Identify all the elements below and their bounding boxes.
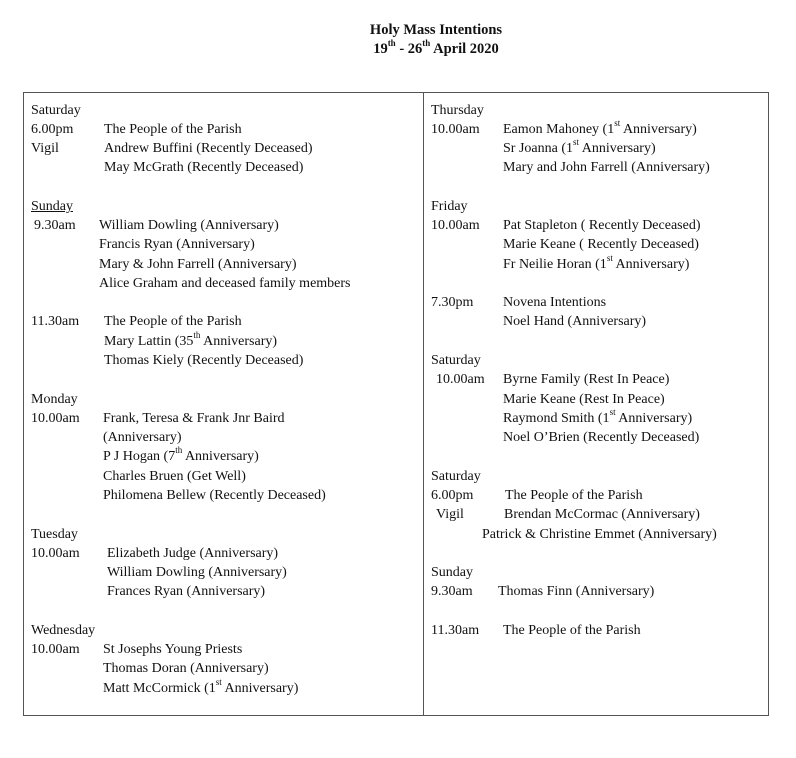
intention: Thomas Kiely (Recently Deceased)	[104, 353, 304, 368]
mass-time: 10.00am	[31, 642, 80, 657]
vigil-label: Vigil	[436, 507, 464, 522]
mass-time: 7.30pm	[431, 295, 474, 310]
intention: The People of the Parish	[104, 122, 242, 137]
intention: Novena Intentions	[503, 295, 607, 310]
intention: Marie Keane ( Recently Deceased)	[503, 237, 699, 252]
mass-time: 10.00am	[31, 411, 80, 426]
intention: (Anniversary)	[103, 430, 182, 445]
vigil-label: Vigil	[31, 141, 59, 156]
mass-time: 11.30am	[31, 314, 80, 329]
mass-time: 10.00am	[436, 372, 485, 387]
date-month-year: April 2020	[430, 41, 499, 57]
mass-time: 9.30am	[34, 218, 76, 233]
intention: Pat Stapleton ( Recently Deceased)	[503, 218, 701, 233]
intention: Alice Graham and deceased family members	[99, 276, 351, 291]
intention: The People of the Parish	[503, 623, 641, 638]
intention: Byrne Family (Rest In Peace)	[503, 372, 670, 387]
day-heading: Saturday	[31, 103, 81, 118]
day-heading: Tuesday	[31, 527, 78, 542]
intention: Marie Keane (Rest In Peace)	[503, 392, 665, 407]
day-heading: Friday	[431, 199, 468, 214]
mass-time: 10.00am	[431, 218, 480, 233]
day-heading: Saturday	[431, 353, 481, 368]
mass-time: 11.30am	[431, 623, 480, 638]
intention: William Dowling (Anniversary)	[99, 218, 279, 233]
intention: Brendan McCormac (Anniversary)	[504, 507, 700, 522]
date-start-suffix: th	[387, 38, 396, 49]
intention: May McGrath (Recently Deceased)	[104, 160, 304, 175]
intention: Philomena Bellew (Recently Deceased)	[103, 488, 326, 503]
day-heading: Wednesday	[31, 623, 96, 638]
day-heading: Sunday	[431, 565, 473, 580]
intention: Patrick & Christine Emmet (Anniversary)	[482, 527, 717, 542]
intention: The People of the Parish	[104, 314, 242, 329]
intention: Frances Ryan (Anniversary)	[107, 584, 266, 599]
intention: The People of the Parish	[505, 488, 643, 503]
intention: Mary & John Farrell (Anniversary)	[99, 257, 297, 272]
intention: Matt McCormick (1st Anniversary)	[103, 677, 299, 696]
intention: Mary Lattin (35th Anniversary)	[104, 330, 278, 349]
intention: Francis Ryan (Anniversary)	[99, 237, 255, 252]
intention: Thomas Finn (Anniversary)	[498, 584, 655, 599]
intention: Sr Joanna (1st Anniversary)	[503, 137, 656, 156]
intention: Elizabeth Judge (Anniversary)	[107, 546, 279, 561]
mass-time: 9.30am	[431, 584, 473, 599]
date-range	[0, 38, 796, 58]
mass-time: 10.00am	[431, 122, 480, 137]
intention: William Dowling (Anniversary)	[107, 565, 287, 580]
column-divider	[423, 92, 424, 716]
intention: Andrew Buffini (Recently Deceased)	[104, 141, 313, 156]
mass-time: 6.00pm	[31, 122, 74, 137]
day-heading: Saturday	[431, 469, 481, 484]
intention: Mary and John Farrell (Anniversary)	[503, 160, 710, 175]
date-start: 19	[373, 41, 388, 57]
intention: Thomas Doran (Anniversary)	[103, 661, 269, 676]
day-heading: Monday	[31, 392, 78, 407]
intention: Charles Bruen (Get Well)	[103, 469, 246, 484]
day-heading: Sunday	[31, 199, 73, 214]
intention: St Josephs Young Priests	[103, 642, 243, 657]
intention: Noel Hand (Anniversary)	[503, 314, 647, 329]
intention: Fr Neilie Horan (1st Anniversary)	[503, 253, 690, 272]
date-end: - 26	[395, 41, 423, 57]
intention: Frank, Teresa & Frank Jnr Baird	[103, 411, 285, 426]
intention: Eamon Mahoney (1st Anniversary)	[503, 118, 697, 137]
day-heading: Thursday	[431, 103, 484, 118]
date-end-suffix: th	[422, 38, 431, 49]
mass-time: 6.00pm	[431, 488, 474, 503]
intention: P J Hogan (7th Anniversary)	[103, 445, 259, 464]
intention: Raymond Smith (1st Anniversary)	[503, 407, 693, 426]
mass-time: 10.00am	[31, 546, 80, 561]
page-title: Holy Mass Intentions	[369, 22, 503, 38]
intention: Noel O’Brien (Recently Deceased)	[503, 430, 700, 445]
